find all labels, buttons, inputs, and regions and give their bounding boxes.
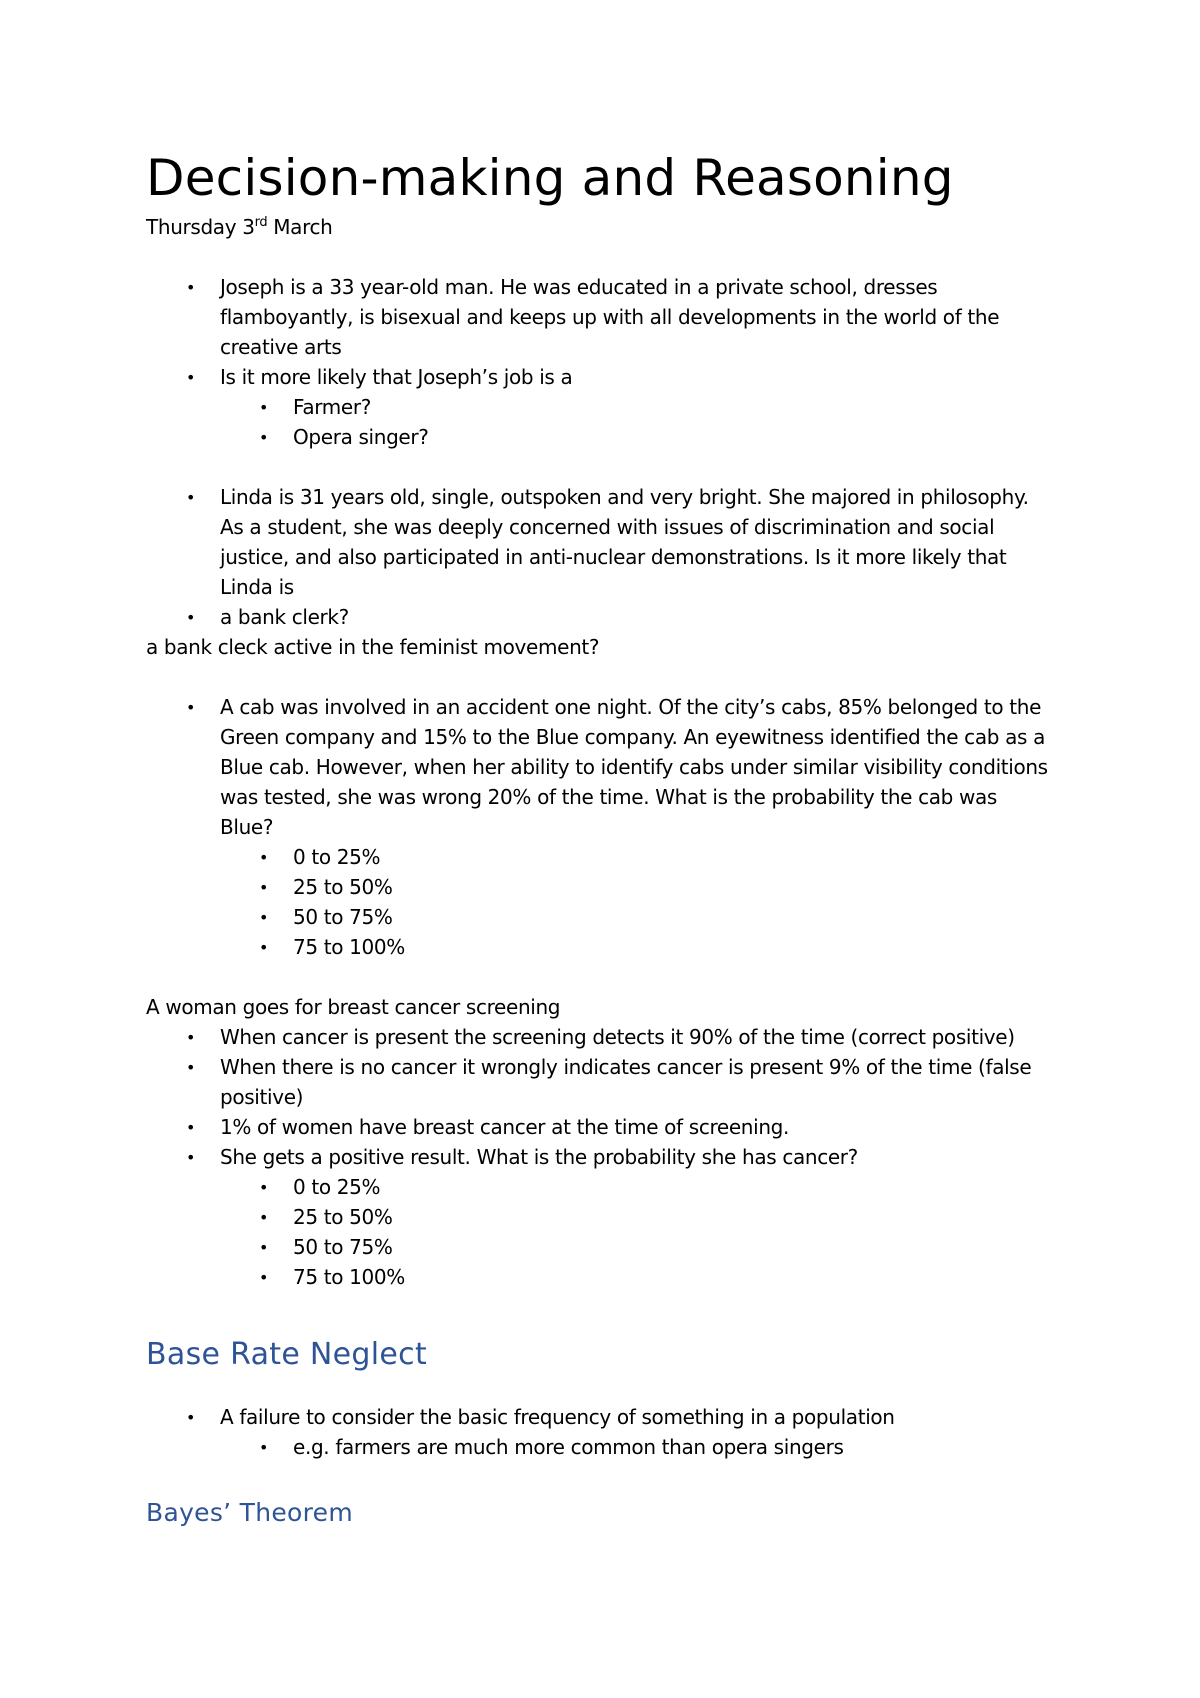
joseph-option: • Farmer? [293, 394, 371, 420]
cancer-point: • When there is no cancer it wrongly indicates cancer is present 9% of the time (false [220, 1054, 1031, 1080]
joseph-description-cont: flamboyantly, is bisexual and keeps up with all developments in the world of the [220, 305, 1000, 329]
document-title: Decision-making and Reasoning [146, 149, 954, 207]
cab-option: • 75 to 100% [293, 934, 405, 960]
cancer-point: • 1% of women have breast cancer at the time of screening. [220, 1114, 789, 1140]
cab-option: • 50 to 75% [293, 904, 393, 930]
cab-description-cont: Blue cab. However, when her ability to identify cabs under similar visibility conditions [220, 755, 1048, 779]
joseph-description: • Joseph is a 33 year-old man. He was educated in a private school, dresses [220, 274, 937, 300]
cancer-option: • 50 to 75% [293, 1234, 393, 1260]
cancer-intro: A woman goes for breast cancer screening [146, 995, 561, 1019]
cab-description-cont: Blue? [220, 815, 274, 839]
cancer-option: • 75 to 100% [293, 1264, 405, 1290]
base-rate-example: • e.g. farmers are much more common than opera singers [293, 1434, 844, 1460]
cab-option: • 0 to 25% [293, 844, 380, 870]
base-rate-point: • A failure to consider the basic frequency of something in a population [220, 1404, 895, 1430]
linda-description-cont: justice, and also participated in anti-nuclear demonstrations. Is it more likely that [220, 545, 1007, 569]
cab-description-cont: was tested, she was wrong 20% of the time. What is the probability the cab was [220, 785, 997, 809]
joseph-question: • Is it more likely that Joseph’s job is a [220, 364, 572, 390]
linda-option: • a bank clerk? [220, 604, 349, 630]
heading-bayes-theorem: Bayes’ Theorem [146, 1498, 354, 1527]
cancer-option: • 25 to 50% [293, 1204, 393, 1230]
heading-base-rate-neglect: Base Rate Neglect [146, 1337, 428, 1372]
cancer-point: • When cancer is present the screening detects it 90% of the time (correct positive) [220, 1024, 1015, 1050]
joseph-description-cont: creative arts [220, 335, 342, 359]
joseph-option: • Opera singer? [293, 424, 429, 450]
document-date: Thursday 3rd March [146, 215, 333, 239]
linda-description-cont: As a student, she was deeply concerned with issues of discrimination and social [220, 515, 995, 539]
cab-description: • A cab was involved in an accident one night. Of the city’s cabs, 85% belonged to the [220, 694, 1041, 720]
linda-option: a bank cleck active in the feminist movement? [146, 635, 600, 659]
cancer-point-cont: positive) [220, 1085, 304, 1109]
cancer-point: • She gets a positive result. What is the probability she has cancer? [220, 1144, 858, 1170]
linda-description-cont: Linda is [220, 575, 294, 599]
cab-description-cont: Green company and 15% to the Blue company. An eyewitness identified the cab as a [220, 725, 1045, 749]
cab-option: • 25 to 50% [293, 874, 393, 900]
linda-description: • Linda is 31 years old, single, outspoken and very bright. She majored in philosophy. [220, 484, 1029, 510]
cancer-option: • 0 to 25% [293, 1174, 380, 1200]
